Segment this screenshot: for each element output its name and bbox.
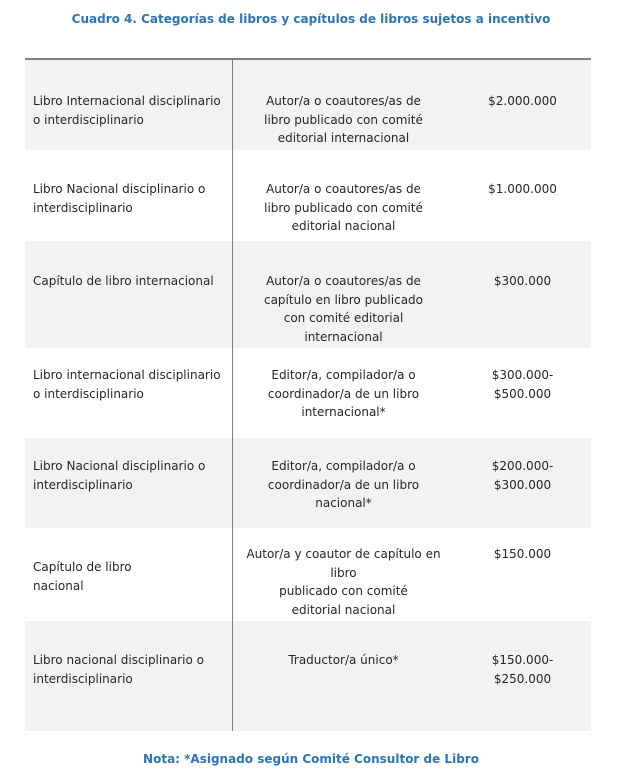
amount-cell: $200.000- $300.000 bbox=[491, 459, 554, 492]
amount-cell: $150.000- $250.000 bbox=[491, 653, 554, 686]
role-cell: Autor/a o coautores/as de libro publicado con comité editorial nacional bbox=[232, 150, 454, 241]
role-cell: Autor/a o coautores/as de capítulo en libro publicado con comité editorial internacional bbox=[232, 241, 454, 348]
amount-cell: $1.000.000 bbox=[488, 182, 557, 196]
category-cell: Libro Nacional disciplinario o interdisciplinario bbox=[33, 182, 206, 215]
role-cell: Autor/a o coautores/as de libro publicado con comité editorial internacional bbox=[232, 60, 454, 150]
table-row bbox=[25, 150, 591, 241]
table-row bbox=[25, 60, 591, 150]
amount-cell: $300.000- $500.000 bbox=[491, 368, 554, 401]
category-cell: Capítulo de libro nacional bbox=[33, 560, 132, 593]
role-cell: Autor/a y coautor de capítulo en libro publicado con comité editorial nacional bbox=[232, 528, 454, 621]
role-cell: Editor/a, compilador/a o coordinador/a de un libro internacional* bbox=[232, 348, 454, 438]
incentive-table bbox=[25, 58, 591, 731]
category-cell: Libro nacional disciplinario o interdisciplinario bbox=[33, 653, 204, 686]
category-cell: Libro internacional disciplinario o interdisciplinario bbox=[33, 368, 221, 401]
category-cell: Libro Internacional disciplinario o interdisciplinario bbox=[33, 94, 221, 127]
category-cell: Libro Nacional disciplinario o interdisciplinario bbox=[33, 459, 206, 492]
role-cell: Editor/a, compilador/a o coordinador/a de un libro nacional* bbox=[232, 438, 454, 528]
table-footnote: Nota: *Asignado según Comité Consultor de Libro bbox=[143, 752, 479, 766]
table-row bbox=[25, 438, 591, 528]
amount-cell: $2.000.000 bbox=[488, 94, 557, 108]
category-cell: Capítulo de libro internacional bbox=[33, 274, 214, 288]
amount-cell: $150.000 bbox=[493, 547, 552, 561]
amount-cell: $300.000 bbox=[493, 274, 552, 288]
table-row bbox=[25, 528, 591, 621]
table-row bbox=[25, 348, 591, 438]
table-row bbox=[25, 241, 591, 348]
table-caption: Cuadro 4. Categorías de libros y capítulos de libros sujetos a incentivo bbox=[71, 12, 551, 26]
table-row bbox=[25, 621, 591, 731]
role-cell: Traductor/a único* bbox=[232, 621, 454, 731]
